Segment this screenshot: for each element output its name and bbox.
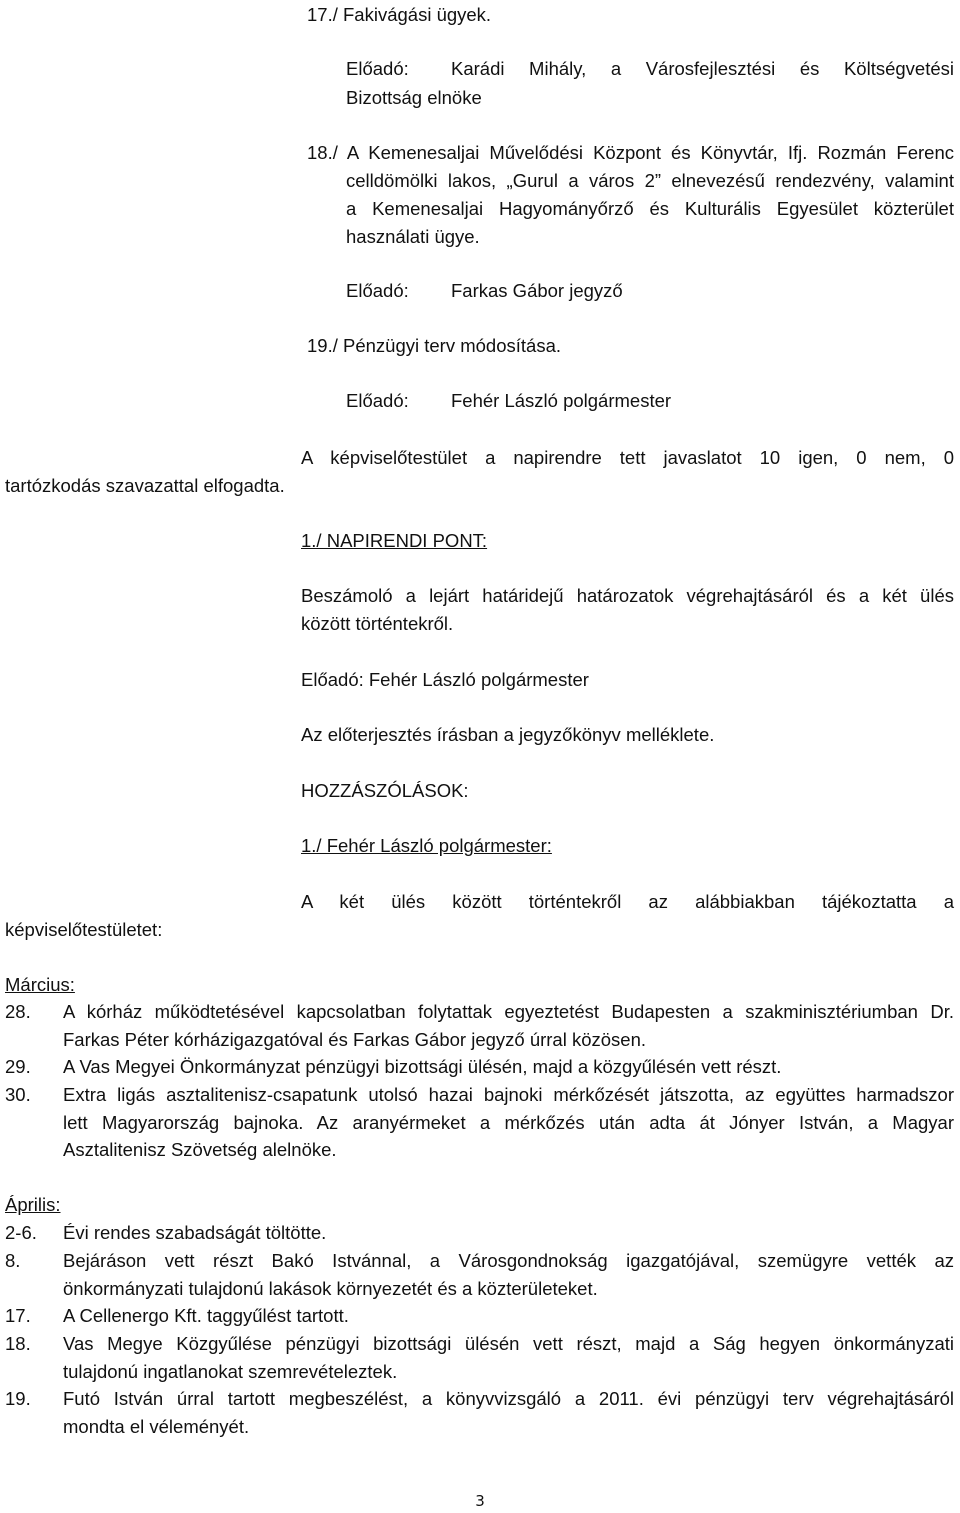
point-1-description-cont: között történtekről. [301,613,454,634]
march-entry-line: lett Magyarország bajnoka. Az aranyérmeket a mérkőzés után adta át Jónyer István, a Magyar [63,1112,954,1133]
march-day: 28. [5,1001,31,1022]
agenda-item-18-presenter-label: Előadó: [346,280,409,301]
april-entry-line: önkormányzati tulajdonú lakások környezetét és a közterületeket. [63,1278,598,1299]
agenda-item-17-presenter-cont: Bizottság elnöke [346,87,482,108]
speaker-intro-cont: képviselőtestületet: [5,919,163,940]
agenda-item-17-presenter: Karádi Mihály, a Városfejlesztési és Költségvetési [451,58,954,79]
agenda-item-18-line4: használati ügye. [346,226,480,247]
april-entry-line: A Cellenergo Kft. taggyűlést tartott. [63,1305,349,1326]
april-entry-line: Futó István úrral tartott megbeszélést, a könyvvizsgáló a 2011. évi pénzügyi terv végrehajtásáról [63,1388,954,1409]
april-entry-line: tulajdonú ingatlanokat szemrevételeztek. [63,1361,398,1382]
speaker-intro: A két ülés között történtekről az alábbiakban tájékoztatta a [301,891,954,912]
april-heading: Április: [5,1194,61,1215]
april-day: 17. [5,1305,31,1326]
comments-heading: HOZZÁSZÓLÁSOK: [301,780,469,801]
point-1-annex: Az előterjesztés írásban a jegyzőkönyv melléklete. [301,724,715,745]
march-entry-line: Extra ligás asztalitenisz-csapatunk utolsó hazai bajnoki mérkőzését játszotta, az együttes harmadszor [63,1084,954,1105]
agenda-item-19-presenter-label: Előadó: [346,390,409,411]
agenda-item-18-presenter: Farkas Gábor jegyző [451,280,623,301]
agenda-item-18-line1: 18./ A Kemenesaljai Művelődési Központ és Könyvtár, Ifj. Rozmán Ferenc [307,142,954,163]
march-entry-line: Farkas Péter kórházigazgatóval és Farkas Gábor jegyző úrral közösen. [63,1029,647,1050]
speaker-heading: 1./ Fehér László polgármester: [301,835,552,856]
point-1-heading: 1./ NAPIRENDI PONT: [301,530,488,551]
agenda-item-18-line3: a Kemenesaljai Hagyományőrző és Kulturális Egyesület közterület [346,198,954,219]
point-1-presenter: Előadó: Fehér László polgármester [301,669,589,690]
march-heading: Március: [5,974,75,995]
agenda-item-19-title: 19./ Pénzügyi terv módosítása. [307,335,561,356]
march-entry-line: Asztalitenisz Szövetség alelnöke. [63,1139,337,1160]
vote-text: A képviselőtestület a napirendre tett javaslatot 10 igen, 0 nem, 0 [301,447,954,468]
agenda-item-17-title: 17./ Fakivágási ügyek. [307,4,492,25]
april-day: 8. [5,1250,21,1271]
vote-text-cont: tartózkodás szavazattal elfogadta. [5,475,285,496]
april-day: 2-6. [5,1222,37,1243]
april-entry-line: mondta el véleményét. [63,1416,250,1437]
april-entry-line: Vas Megye Közgyűlése pénzügyi bizottsági ülésén vett részt, majd a Ság hegyen önkormányzati [63,1333,954,1354]
page-number: 3 [475,1492,485,1510]
march-day: 29. [5,1056,31,1077]
agenda-item-18-line2: celldömölki lakos, „Gurul a város 2” elnevezésű rendezvény, valamint [346,170,954,191]
march-entry-line: A kórház működtetésével kapcsolatban folytattak egyeztetést Budapesten a szakminisztériumban Dr. [63,1001,954,1022]
april-day: 18. [5,1333,31,1354]
april-entry-line: Bejáráson vett részt Bakó Istvánnal, a Városgondnokság igazgatójával, szemügyre vették az [63,1250,954,1271]
agenda-item-19-presenter: Fehér László polgármester [451,390,672,411]
april-entry-line: Évi rendes szabadságát töltötte. [63,1222,327,1243]
march-day: 30. [5,1084,31,1105]
agenda-item-17-presenter-label: Előadó: [346,58,409,79]
april-day: 19. [5,1388,31,1409]
march-entry-line: A Vas Megyei Önkormányzat pénzügyi bizottsági ülésén, majd a közgyűlésén vett részt. [63,1056,782,1077]
point-1-description: Beszámoló a lejárt határidejű határozatok végrehajtásáról és a két ülés [301,585,954,606]
